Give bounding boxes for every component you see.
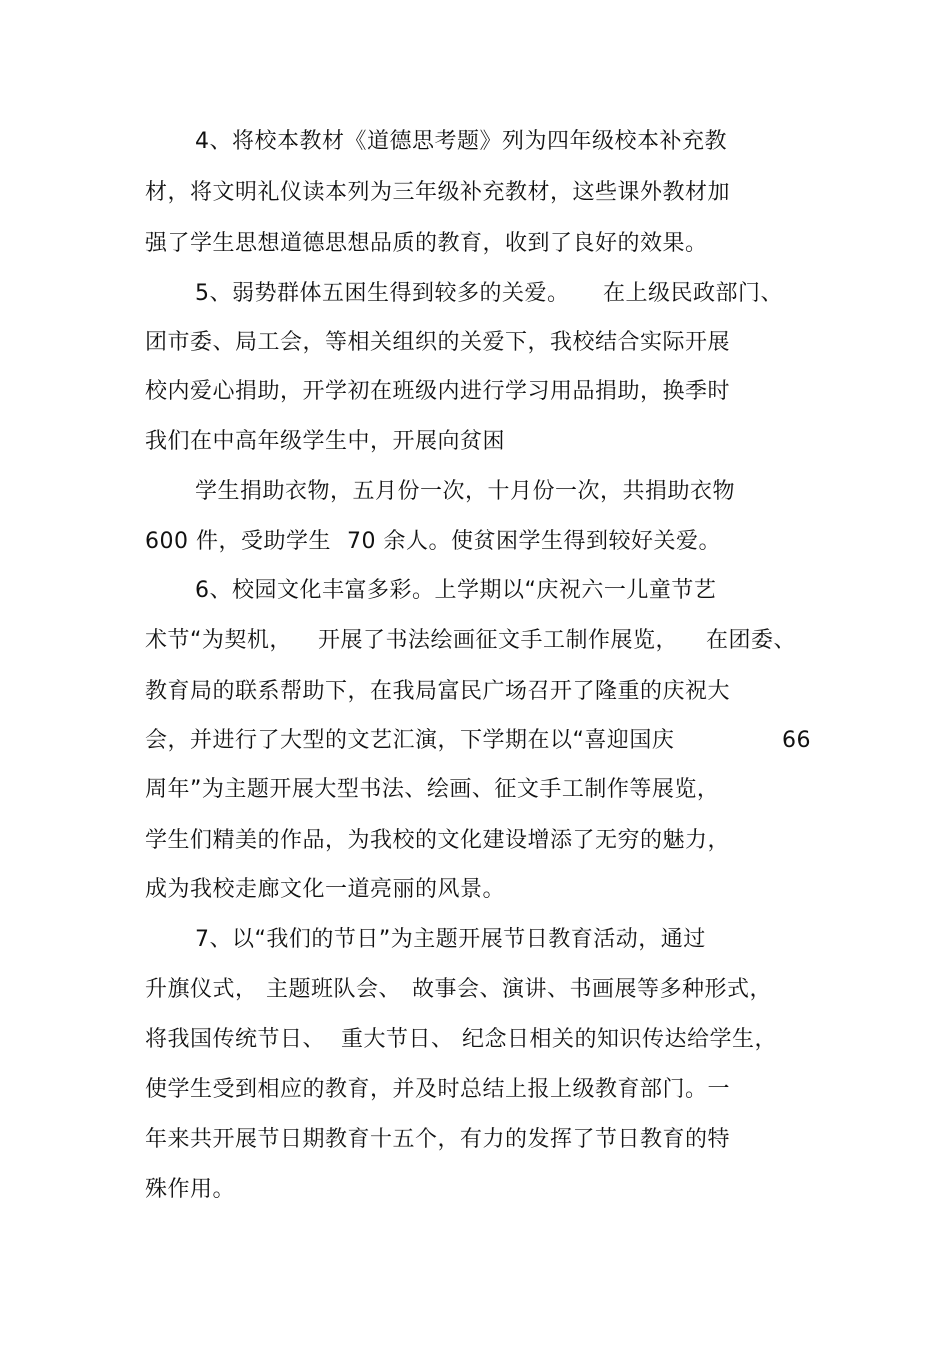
text: 在团委、 [706, 628, 797, 653]
text: 团市委、局工会，等相关组织的关爱下，我校结合实际开展 [145, 330, 731, 355]
text: 周年”为主题开展大型书法、绘画、征文手工制作等展览， [145, 777, 720, 802]
text: 将我国传统节日、 [145, 1027, 326, 1052]
text: 使学生受到相应的教育，并及时总结上报上级教育部门。一 [145, 1077, 731, 1102]
text: 70 余人。使贫困学生得到较好关爱。 [347, 529, 721, 554]
text: 校内爱心捐助，开学初在班级内进行学习用品捐助，换季时 [145, 379, 731, 404]
text: 成为我校走廊文化一道亮丽的风景。 [145, 877, 506, 902]
text: 学生们精美的作品，为我校的文化建设增添了无穷的魅力， [145, 828, 731, 853]
text: 强了学生思想道德思想品质的教育，收到了良好的效果。 [145, 231, 708, 256]
text: 在上级民政部门、 [603, 281, 784, 306]
text: 5、弱势群体五困生得到较多的关爱。 [195, 281, 570, 306]
text: 殊作用。 [145, 1177, 236, 1202]
text: 纪念日相关的知识传达给学生， [462, 1027, 778, 1052]
text: 开展了书法绘画征文手工制作展览， [318, 628, 679, 653]
text: 教育局的联系帮助下，在我局富民广场召开了隆重的庆祝大 [145, 679, 731, 704]
text: 66 [782, 728, 811, 753]
text: 600 件，受助学生 [145, 529, 331, 554]
text: 术节“为契机， [145, 628, 292, 653]
text: 4、将校本教材《道德思考题》列为四年级校本补充教 [195, 129, 727, 154]
text: 主题班队会、 [266, 977, 402, 1002]
text: 会，并进行了大型的文艺汇演，下学期在以“喜迎国庆 [145, 728, 675, 753]
text: 7、以“我们的节日”为主题开展节日教育活动，通过 [195, 927, 706, 952]
text: 重大节日、 [341, 1027, 454, 1052]
text: 学生捐助衣物，五月份一次，十月份一次，共捐助衣物 [195, 479, 736, 504]
text: 升旗仪式， [145, 977, 258, 1002]
text: 故事会、演讲、书画展等多种形式， [412, 977, 773, 1002]
text: 6、校园文化丰富多彩。上学期以“庆祝六一儿童节艺 [195, 578, 717, 603]
text: 我们在中高年级学生中，开展向贫困 [145, 429, 506, 454]
text: 材，将文明礼仪读本列为三年级补充教材，这些课外教材加 [145, 180, 731, 205]
text: 年来共开展节日期教育十五个，有力的发挥了节日教育的特 [145, 1127, 731, 1152]
